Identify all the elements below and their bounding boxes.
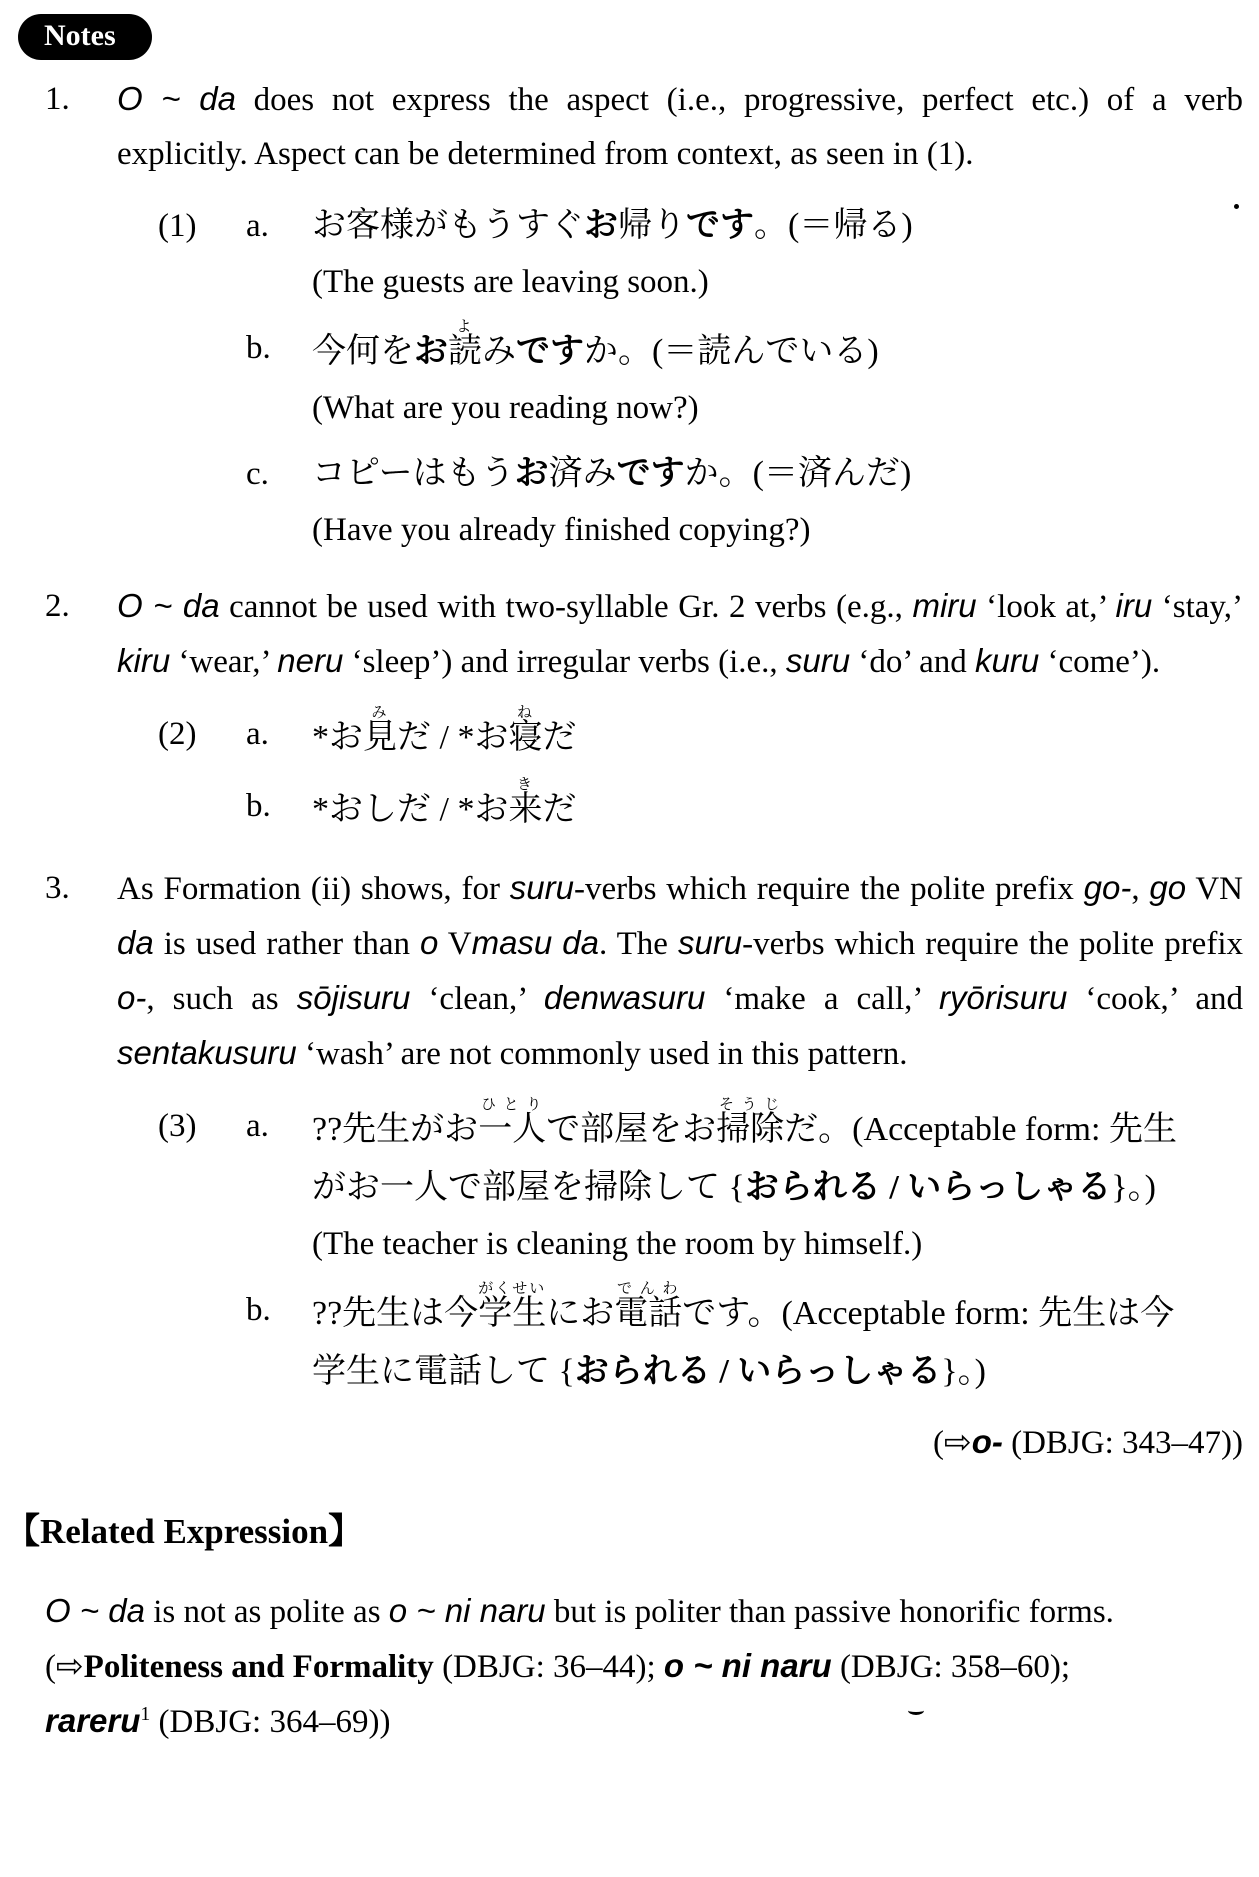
- note-number: 3.: [45, 870, 70, 906]
- example-group-2: [158, 705, 1243, 849]
- example-content: [312, 1097, 1243, 1271]
- english-translation: (What are you reading now?): [312, 390, 699, 426]
- japanese-sentence: *おしだ / *お来きだ: [312, 777, 577, 828]
- example-item-2a: [246, 705, 1243, 767]
- example-letter: c.: [246, 456, 269, 492]
- related-expression-references-line1: (⇨Politeness and Formality (DBJG: 36–44); o ~ ni naru (DBJG: 358–60);: [45, 1646, 1071, 1685]
- japanese-sentence: お客様がもうすぐお帰りです。(＝帰る): [312, 207, 913, 244]
- example-content: [312, 197, 1243, 309]
- note-body: [117, 579, 1243, 849]
- example-item-1b: [246, 319, 1243, 435]
- example-content: [312, 705, 1243, 767]
- scan-artifact-dot: [1234, 204, 1239, 209]
- japanese-sentence: 今何をお読よみですか。(＝読んでいる): [312, 319, 879, 370]
- note-number: 1.: [45, 81, 70, 117]
- example-item-3b: [246, 1281, 1243, 1401]
- example-content: [312, 445, 1243, 557]
- example-items: [246, 197, 1243, 567]
- note-2: [45, 579, 1243, 849]
- related-expression-paragraph: O ~ da is not as polite as o ~ ni naru but is politer than passive honorific forms.: [45, 1592, 1114, 1630]
- note-body: [117, 72, 1243, 567]
- english-translation: (The guests are leaving soon.): [312, 264, 709, 300]
- example-number: (1): [158, 208, 197, 244]
- english-translation: (The teacher is cleaning the room by himself.): [312, 1226, 923, 1262]
- example-number: (2): [158, 716, 197, 752]
- notes-section-badge: Notes: [18, 14, 152, 60]
- example-letter: a.: [246, 1108, 269, 1144]
- related-expression-heading: 【Related Expression】: [5, 1512, 364, 1551]
- example-item-3a: [246, 1097, 1243, 1271]
- example-items: [246, 705, 1243, 849]
- example-item-1a: [246, 197, 1243, 309]
- example-letter: b.: [246, 788, 271, 824]
- example-group-3: [158, 1097, 1243, 1411]
- example-content: [312, 319, 1243, 435]
- example-number: (3): [158, 1108, 197, 1144]
- japanese-sentence: ??先生がお一人ひとりで部屋をお掃除そうじだ。(Acceptable form: 先生: [312, 1097, 1177, 1148]
- note-number: 2.: [45, 588, 70, 624]
- japanese-sentence: 学生に電話して {おられる / いらっしゃる}。): [312, 1353, 986, 1390]
- example-letter: b.: [246, 1292, 271, 1328]
- english-translation: (Have you already finished copying?): [312, 512, 811, 548]
- example-item-1c: [246, 445, 1243, 557]
- note-paragraph: O ~ da cannot be used with two-syllable Gr. 2 verbs (e.g., miru ‘look at,’ iru ‘stay,’ kiru ‘wear,’ neru ‘sleep’) and irregular verbs (i.e., suru ‘do’ and kuru ‘come’).: [117, 587, 1244, 680]
- note-3: [45, 861, 1243, 1468]
- example-item-2b: [246, 777, 1243, 839]
- scan-artifact-mark: [908, 1706, 924, 1715]
- japanese-sentence: がお一人で部屋を掃除して {おられる / いらっしゃる}。): [312, 1169, 1156, 1206]
- example-letter: b.: [246, 330, 271, 366]
- cross-reference: (⇨o- (DBJG: 343–47)): [933, 1422, 1243, 1461]
- example-letter: a.: [246, 716, 269, 752]
- example-content: [312, 1281, 1243, 1401]
- note-paragraph: O ~ da does not express the aspect (i.e., progressive, perfect etc.) of a verb explicitly. Aspect can be determined from context, as seen in (1).: [117, 80, 1244, 172]
- japanese-sentence: ??先生は今学生がくせいにお電話でんわです。(Acceptable form: 先生は今: [312, 1281, 1175, 1332]
- japanese-sentence: コピーはもうお済みですか。(＝済んだ): [312, 455, 912, 492]
- related-expression-references-line2: rareru$^1$ (DBJG: 364–69)): [45, 1702, 391, 1740]
- example-content: [312, 777, 1243, 839]
- note-1: [45, 72, 1243, 567]
- japanese-sentence: *お見みだ / *お寝ねだ: [312, 705, 577, 756]
- note-body: [117, 861, 1243, 1468]
- note-paragraph: As Formation (ii) shows, for suru-verbs which require the polite prefix go-, go VN da is used rather than o Vmasu da. The suru-verbs which require the polite prefix o-, such as sōjisuru ‘clean,’ denwasuru ‘make a call,’ ryōrisuru ‘cook,’ and sentakusuru ‘wash’ are not commonly used in this pattern.: [117, 869, 1244, 1072]
- example-group-1: [158, 197, 1243, 567]
- example-items: [246, 1097, 1243, 1411]
- example-letter: a.: [246, 208, 269, 244]
